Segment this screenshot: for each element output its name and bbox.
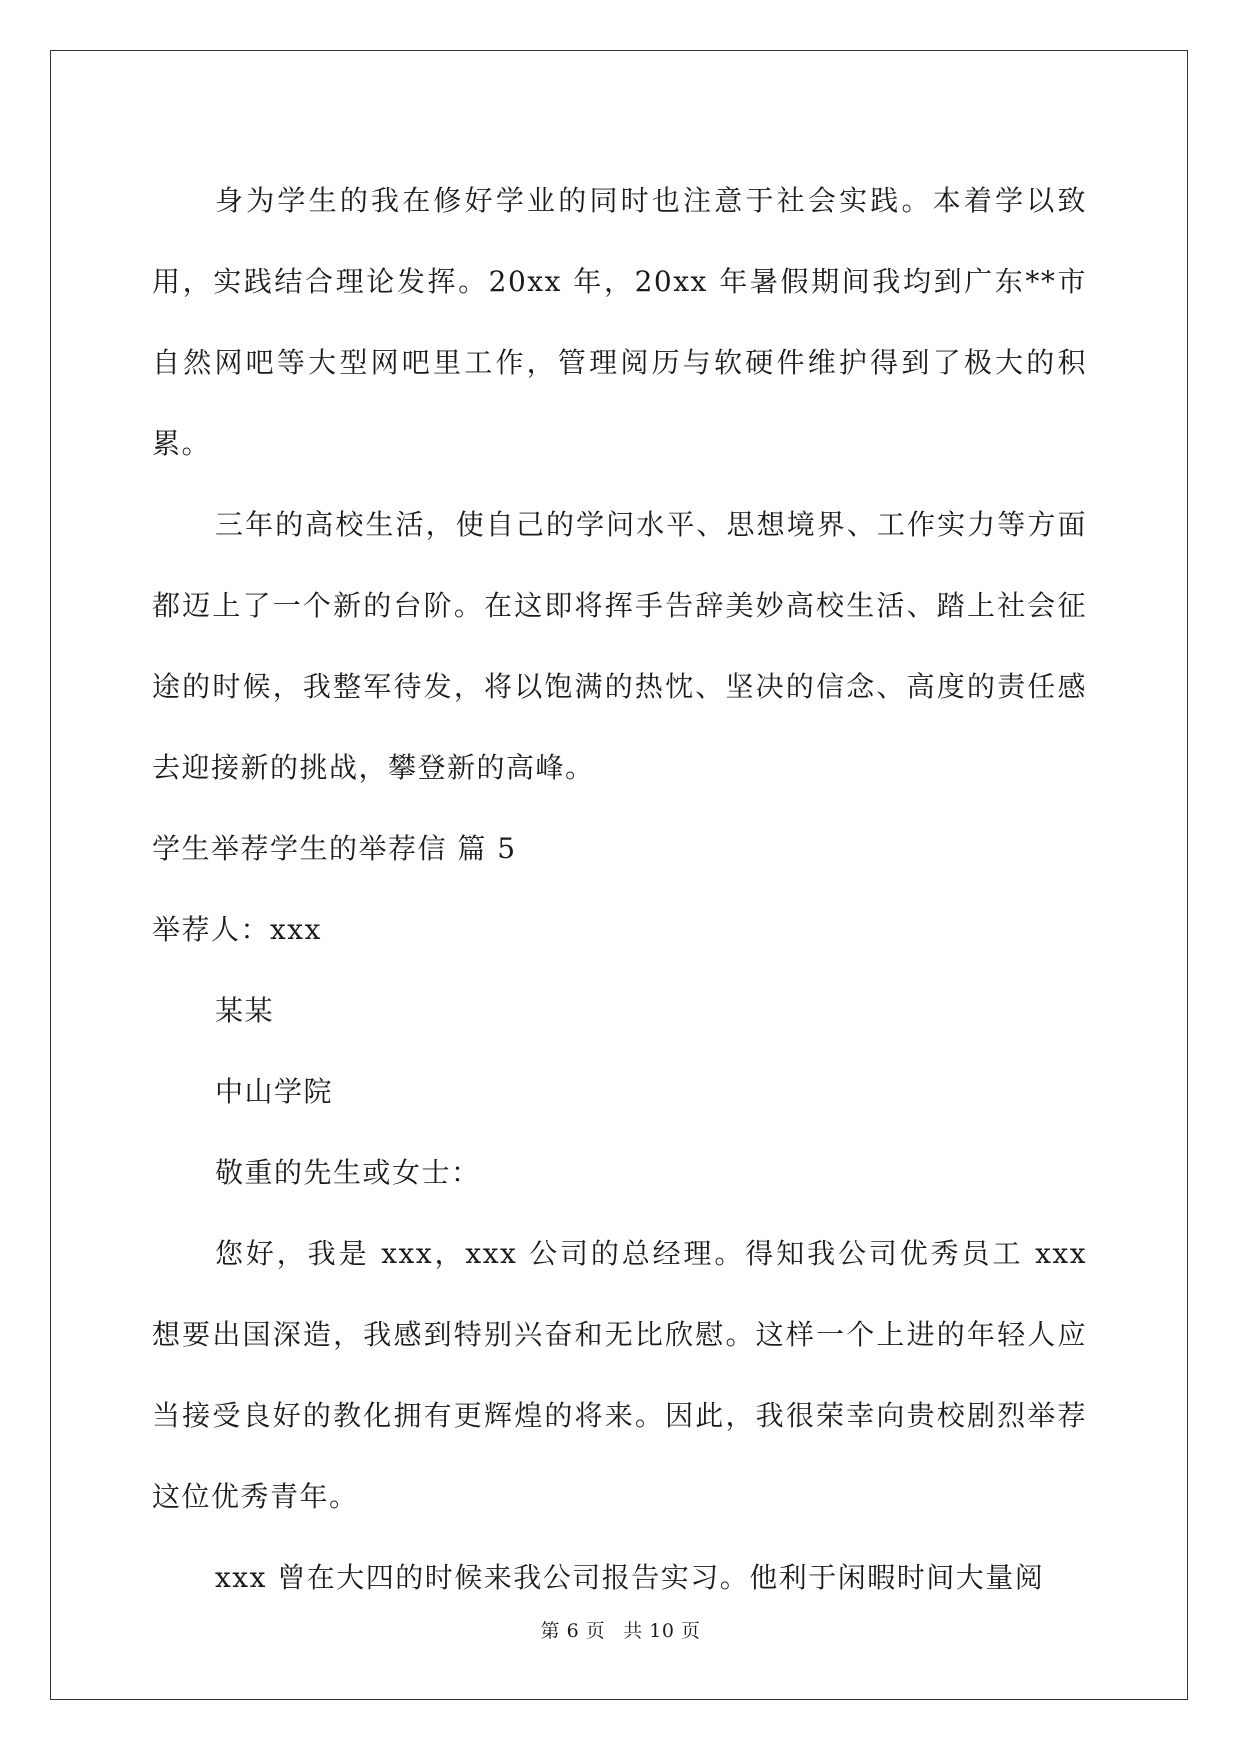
- recommender-line: 举荐人：xxx: [152, 913, 322, 946]
- page-number-total: 共 10 页: [623, 1620, 701, 1642]
- recipient-org: 中山学院: [215, 1075, 334, 1108]
- salutation: 敬重的先生或女士：: [215, 1156, 481, 1189]
- recipient-name: 某某: [215, 994, 275, 1027]
- paragraph-greeting: 您好，我是 xxx，xxx 公司的总经理。得知我公司优秀员工 xxx 想要出国深造，我感到特别兴奋和无比欣慰。这样一个上进的年轻人应当接受良好的教化拥有更辉煌的将来。因此，我很荣幸向贵校剧烈举荐这位优秀青年。: [152, 1237, 1087, 1513]
- page-number-current: 第 6 页: [540, 1620, 606, 1642]
- document-body: [152, 160, 1087, 1618]
- paragraph-university-life: 三年的高校生活，使自己的学问水平、思想境界、工作实力等方面都迈上了一个新的台阶。在这即将挥手告辞美妙高校生活、踏上社会征途的时候，我整军待发，将以饱满的热忱、坚决的信念、高度的责任感去迎接新的挑战，攀登新的高峰。: [152, 508, 1087, 784]
- section-title: 学生举荐学生的举荐信 篇 5: [152, 832, 517, 865]
- paragraph-practice: 身为学生的我在修好学业的同时也注意于社会实践。本着学以致用，实践结合理论发挥。20xx 年，20xx 年暑假期间我均到广东**市自然网吧等大型网吧里工作，管理阅历与软硬件维护得到了极大的积累。: [152, 184, 1087, 460]
- paragraph-internship: xxx 曾在大四的时候来我公司报告实习。他利于闲暇时间大量阅: [215, 1561, 1045, 1594]
- page-footer: [0, 1616, 1241, 1643]
